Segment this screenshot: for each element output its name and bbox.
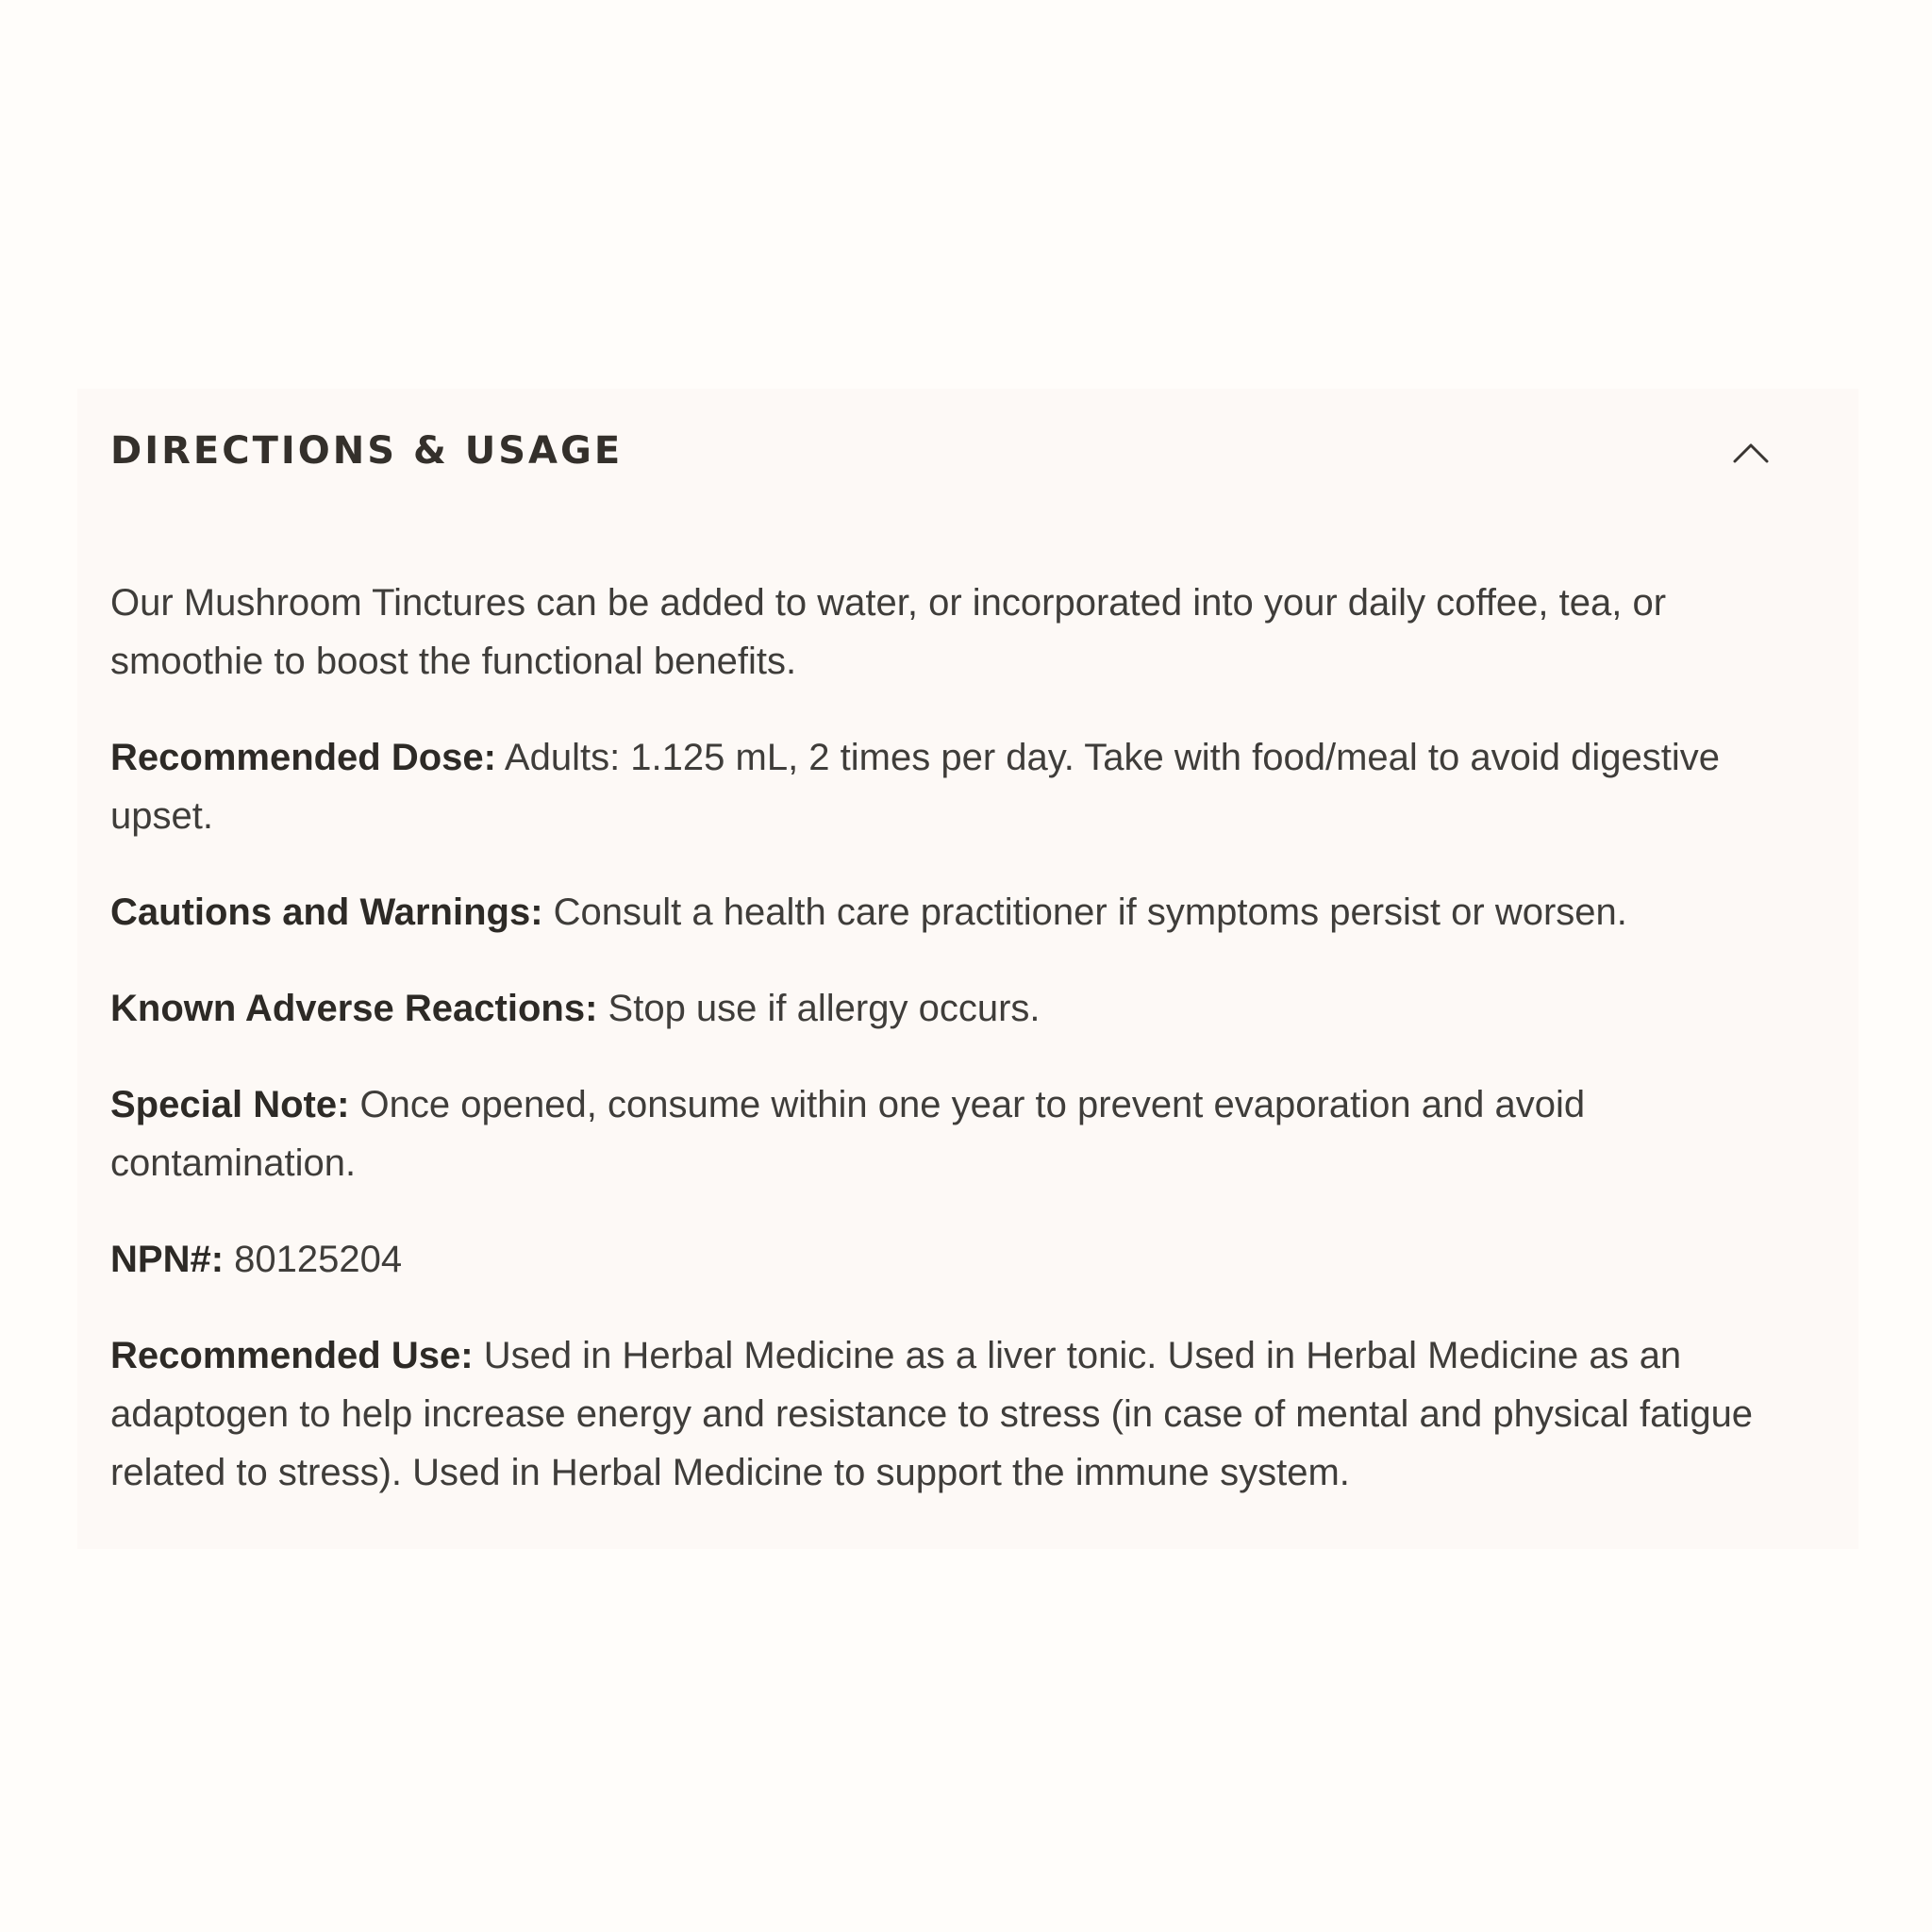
npn-value: 80125204 <box>234 1239 403 1280</box>
accordion-header[interactable] <box>77 389 1858 521</box>
section-title: DIRECTIONS & USAGE <box>110 429 624 473</box>
special-note-label: Special Note: <box>110 1084 350 1125</box>
adverse-reactions-text: Stop use if allergy occurs. <box>608 988 1041 1029</box>
intro-paragraph: Our Mushroom Tinctures can be added to water, or incorporated into your daily coffee, tea, or smoothie to boost the functional benefits. <box>110 582 1667 682</box>
accordion-body <box>110 574 1827 1540</box>
npn-label: NPN#: <box>110 1239 225 1280</box>
recommended-dose-text: Adults: 1.125 mL, 2 times per day. Take with food/meal to avoid digestive upset. <box>110 737 1720 837</box>
directions-usage-accordion <box>77 389 1858 1549</box>
cautions-text: Consult a health care practitioner if symptoms persist or worsen. <box>553 891 1627 933</box>
chevron-up-icon <box>1732 441 1770 464</box>
collapse-toggle-button[interactable] <box>1724 426 1777 479</box>
recommended-use-paragraph <box>110 1326 1827 1502</box>
npn-paragraph <box>110 1230 1827 1289</box>
special-note-text: Once opened, consume within one year to prevent evaporation and avoid contamination. <box>110 1084 1586 1184</box>
adverse-reactions-paragraph <box>110 979 1827 1038</box>
adverse-reactions-label: Known Adverse Reactions: <box>110 988 598 1029</box>
recommended-use-text: Used in Herbal Medicine as a liver tonic. Used in Herbal Medicine as an adaptogen to help increase energy and resistance to stress (in case of mental and physical fatigue related to stress). Used in Herbal Medicine to support the immune system. <box>110 1335 1754 1493</box>
recommended-dose-paragraph <box>110 728 1827 845</box>
recommended-dose-label: Recommended Dose: <box>110 737 496 778</box>
cautions-label: Cautions and Warnings: <box>110 891 543 933</box>
special-note-paragraph <box>110 1075 1827 1192</box>
cautions-paragraph <box>110 883 1827 941</box>
recommended-use-label: Recommended Use: <box>110 1335 474 1376</box>
